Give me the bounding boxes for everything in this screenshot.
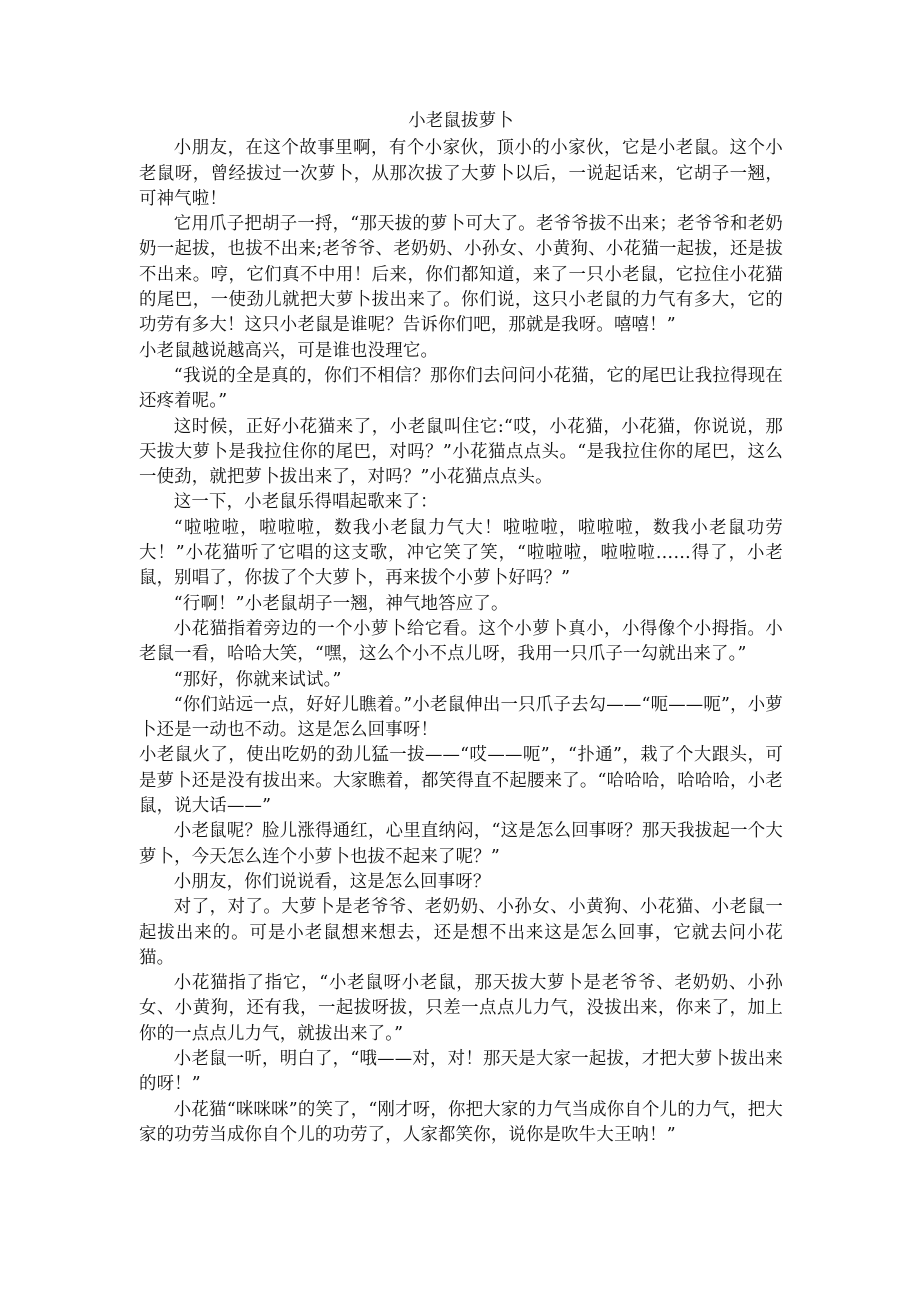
paragraph: 小花猫“咪咪咪”的笑了，“刚才呀，你把大家的力气当成你自个儿的力气，把大家的功劳当成你自个儿的功劳了，人家都笑你，说你是吹牛大王呐！” <box>139 1099 783 1145</box>
document-title: 小老鼠拔萝卜 <box>408 111 514 131</box>
paragraph: 这时候，正好小花猫来了，小老鼠叫住它:“哎，小花猫，小花猫，你说说，那天拔大萝卜是我拉住你的尾巴，对吗？”小花猫点点头。“是我拉住你的尾巴，这么一使劲，就把萝卜拔出来了，对吗？”小花猫点点头。 <box>139 416 783 488</box>
paragraph: 小老鼠一听，明白了，“哦——对，对！那天是大家一起拔，才把大萝卜拔出来的呀！” <box>139 1048 783 1095</box>
paragraph: “我说的全是真的，你们不相信？那你们去问问小花猫，它的尾巴让我拉得现在还疼着呢。” <box>139 365 783 412</box>
paragraph: 小朋友，你们说说看，这是怎么回事呀？ <box>173 871 491 892</box>
paragraph: 小老鼠呢？脸儿涨得通红，心里直纳闷，“这是怎么回事呀？那天我拔起一个大萝卜，今天怎么连个小萝卜也拔不起来了呢？” <box>139 821 783 867</box>
paragraph: “你们站远一点，好好儿瞧着。”小老鼠伸出一只爪子去勾——“呃——呃”，小萝卜还是一动也不动。这是怎么回事呀！ <box>139 694 783 741</box>
paragraph: 小花猫指了指它，“小老鼠呀小老鼠，那天拔大萝卜是老爷爷、老奶奶、小孙女、小黄狗，还有我，一起拔呀拔，只差一点点儿力气，没拔出来，你来了，加上你的一点点儿力气，就拔出来了。” <box>139 973 783 1044</box>
paragraph: 小朋友，在这个故事里啊，有个小家伙，顶小的小家伙，它是小老鼠。这个小老鼠呀，曾经拔过一次萝卜，从那次拔了大萝卜以后，一说起话来，它胡子一翘，可神气啦！ <box>139 138 783 209</box>
paragraph: “行啊！”小老鼠胡子一翘，神气地答应了。 <box>173 593 509 614</box>
paragraph: 小老鼠越说越高兴，可是谁也没理它。 <box>139 340 439 361</box>
document-body <box>139 109 783 1148</box>
paragraph: “那好，你就来试试。” <box>173 669 342 690</box>
paragraph: 小花猫指着旁边的一个小萝卜给它看。这个小萝卜真小，小得像个小拇指。小老鼠一看，哈哈大笑，“嘿，这么个小不点儿呀，我用一只爪子一勾就出来了。” <box>139 618 783 665</box>
paragraph: 对了，对了。大萝卜是老爷爷、老奶奶、小孙女、小黄狗、小花猫、小老鼠一起拔出来的。可是小老鼠想来想去，还是想不出来这是怎么回事，它就去问小花猫。 <box>139 897 783 968</box>
paragraph-list <box>139 136 783 1148</box>
paragraph: 小老鼠火了，使出吃奶的劲儿猛一拔——“哎——呃”，“扑通”，栽了个大跟头，可是萝卜还是没有拔出来。大家瞧着，都笑得直不起腰来了。“哈哈哈，哈哈哈，小老鼠，说大话——” <box>139 745 783 817</box>
paragraph: 它用爪子把胡子一捋，“那天拔的萝卜可大了。老爷爷拔不出来；老爷爷和老奶奶一起拔，也拔不出来;老爷爷、老奶奶、小孙女、小黄狗、小花猫一起拔，还是拔不出来。哼，它们真不中用！后来，你们都知道，来了一只小老鼠，它拉住小花猫的尾巴，一使劲儿就把大萝卜拔出来了。你们说，这只小老鼠的力气有多大，它的功劳有多大！这只小老鼠是谁呢？告诉你们吧，那就是我呀。嘻嘻！” <box>139 214 783 336</box>
paragraph: 这一下，小老鼠乐得唱起歌来了： <box>173 492 438 513</box>
paragraph: “啦啦啦，啦啦啦，数我小老鼠力气大！啦啦啦，啦啦啦，数我小老鼠功劳大！”小花猫听了它唱的这支歌，冲它笑了笑，“啦啦啦，啦啦啦……得了，小老鼠，别唱了，你拔了个大萝卜，再来拔个小萝卜好吗？” <box>139 517 783 589</box>
